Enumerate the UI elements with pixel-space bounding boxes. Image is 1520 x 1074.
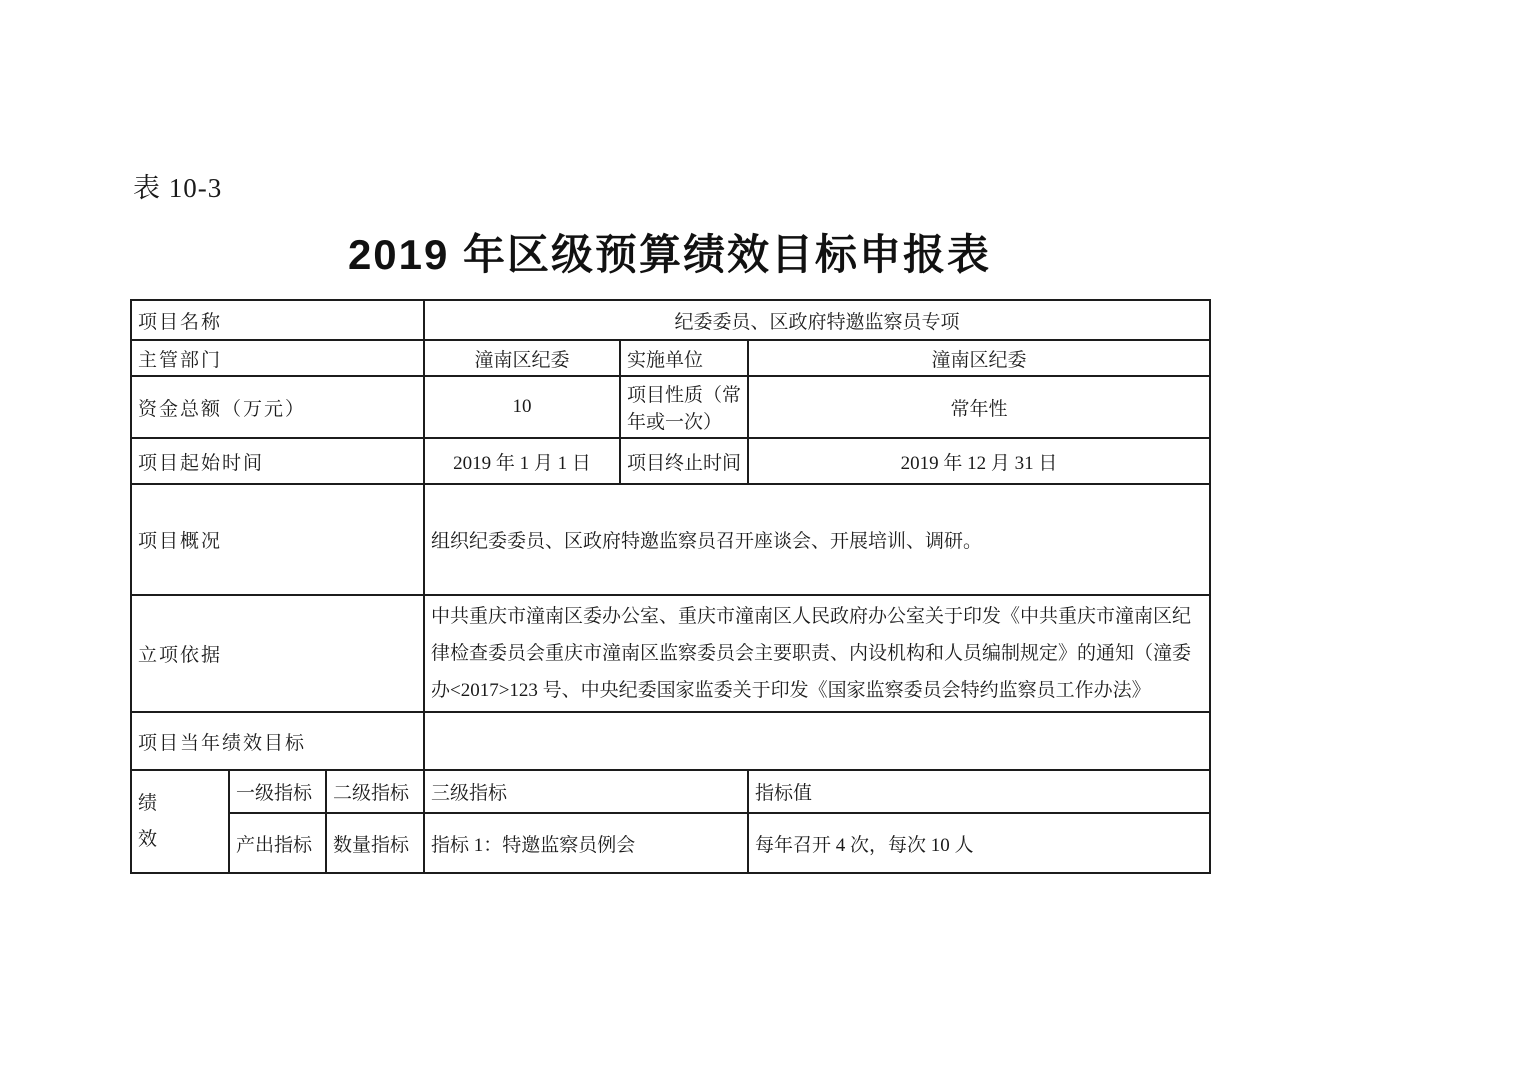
overview-value: 组织纪委委员、区政府特邀监察员召开座谈会、开展培训、调研。 — [424, 484, 1210, 595]
budget-performance-form-table — [130, 299, 1211, 874]
performance-header-value: 指标值 — [748, 770, 1210, 813]
project-nature-label: 项目性质（常年或一次） — [620, 376, 748, 438]
basis-value: 中共重庆市潼南区委办公室、重庆市潼南区人民政府办公室关于印发《中共重庆市潼南区纪律检查委员会重庆市潼南区监察委员会主要职责、内设机构和人员编制规定》的通知（潼委办<2017>123 号、中央纪委国家监委关于印发《国家监察委员会特约监察员工作办法》 — [424, 595, 1210, 712]
performance-row-level1: 产出指标 — [229, 813, 326, 873]
performance-header-level2: 二级指标 — [326, 770, 424, 813]
project-name-label: 项目名称 — [131, 300, 424, 340]
page-title: 2019 年区级预算绩效目标申报表 — [347, 231, 992, 278]
row-annual-target — [131, 712, 1210, 770]
department-value: 潼南区纪委 — [424, 340, 620, 376]
performance-row-level2: 数量指标 — [326, 813, 424, 873]
overview-label: 项目概况 — [131, 484, 424, 595]
performance-row-level3: 指标 1：特邀监察员例会 — [424, 813, 748, 873]
table-number-label: 表 10-3 — [133, 173, 223, 203]
row-performance-header — [131, 770, 1210, 813]
row-project-name — [131, 300, 1210, 340]
department-label: 主管部门 — [131, 340, 424, 376]
project-name-value: 纪委委员、区政府特邀监察员专项 — [424, 300, 1210, 340]
row-department — [131, 340, 1210, 376]
row-total-funds — [131, 376, 1210, 438]
row-overview — [131, 484, 1210, 595]
performance-section-label-text: 绩效 — [138, 792, 160, 850]
performance-section-label — [131, 770, 229, 873]
performance-header-level1: 一级指标 — [229, 770, 326, 813]
total-funds-value: 10 — [424, 376, 620, 438]
performance-row-value: 每年召开 4 次，每次 10 人 — [748, 813, 1210, 873]
basis-label: 立项依据 — [131, 595, 424, 712]
total-funds-label: 资金总额（万元） — [131, 376, 424, 438]
row-dates — [131, 438, 1210, 484]
implementing-unit-value: 潼南区纪委 — [748, 340, 1210, 376]
row-basis — [131, 595, 1210, 712]
annual-target-label: 项目当年绩效目标 — [131, 712, 424, 770]
start-date-value: 2019 年 1 月 1 日 — [424, 438, 620, 484]
row-performance-indicator — [131, 813, 1210, 873]
end-date-label: 项目终止时间 — [620, 438, 748, 484]
performance-header-level3: 三级指标 — [424, 770, 748, 813]
annual-target-value — [424, 712, 1210, 770]
start-date-label: 项目起始时间 — [131, 438, 424, 484]
project-nature-value: 常年性 — [748, 376, 1210, 438]
implementing-unit-label: 实施单位 — [620, 340, 748, 376]
end-date-value: 2019 年 12 月 31 日 — [748, 438, 1210, 484]
